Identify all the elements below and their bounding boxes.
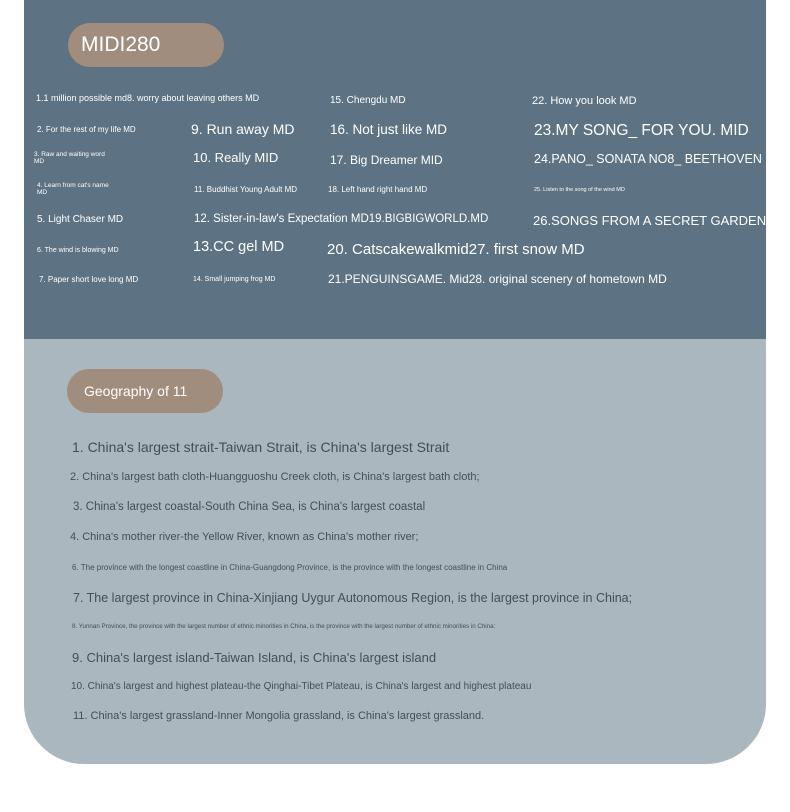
song-item: 20. Catscakewalkmid27. first snow MD [327,241,585,258]
song-item: 14. Small jumping frog MD [193,276,276,283]
song-item: 18. Left hand right hand MD [328,185,428,194]
song-item: 7. Paper short love long MD [39,275,139,284]
song-item: 5. Light Chaser MD [37,214,124,225]
song-item: 25. Listen to the song of the wind MD [534,187,625,193]
fact-item: 7. The largest province in China-Xinjiang Uygur Autonomous Region, is the largest province in China; [73,591,633,605]
song-item: 4. Learn from cat's name MD [37,182,109,196]
midi-title-badge [68,23,224,67]
song-item: 1.1 million possible md8. worry about leaving others MD [36,93,260,103]
song-item: 23.MY SONG_ FOR YOU. MID [534,122,749,139]
midi-title: MIDI280 [81,33,161,56]
song-item: 12. Sister-in-law's Expectation MD19.BIGBIGWORLD.MD [194,213,489,225]
song-item: 17. Big Dreamer MID [330,153,443,167]
fact-item: 8. Yunnan Province, the province with the largest number of ethnic minorities in China, is the province with the largest number of ethnic minorities in China: [72,623,496,630]
song-item: 24.PANO_ SONATA NO8_ BEETHOVEN [534,152,762,166]
song-item: 3. Raw and waiting word MD [34,151,105,165]
song-item: 26.SONGS FROM A SECRET GARDEN [533,213,767,228]
fact-item: 11. China's largest grassland-Inner Mongolia grassland, is China's largest grassland. [73,710,485,722]
fact-item: 1. China's largest strait-Taiwan Strait, is China's largest Strait [72,439,450,455]
song-item: 9. Run away MD [191,121,295,137]
song-item: 6. The wind is blowing MD [37,247,119,254]
song-item: 15. Chengdu MD [330,95,406,106]
fact-item: 9. China's largest island-Taiwan Island, is China's largest island [72,650,437,665]
song-item: 11. Buddhist Young Adult MD [194,185,298,194]
song-item: 13.CC gel MD [193,239,285,255]
fact-item: 6. The province with the longest coastline in China-Guangdong Province, is the province with the longest coastline in China [72,563,508,572]
geography-title-badge [67,369,223,413]
song-item: 2. For the rest of my life MD [37,125,136,134]
geography-title: Geography of 11 [84,383,188,399]
song-item: 21.PENGUINSGAME. Mid28. original scenery of hometown MD [328,272,667,286]
fact-item: 2. China's largest bath cloth-Huangguoshu Creek cloth, is China's largest bath cloth; [70,471,480,483]
fact-item: 10. China's largest and highest plateau-the Qinghai-Tibet Plateau, is China's largest and highest plateau [71,681,532,692]
song-item: 22. How you look MD [532,95,637,107]
fact-item: 3. China's largest coastal-South China Sea, is China's largest coastal [73,501,426,513]
fact-item: 4. China's mother river-the Yellow River, known as China's mother river; [70,531,419,543]
song-item: 16. Not just like MD [330,122,448,137]
song-item: 10. Really MID [193,150,279,165]
